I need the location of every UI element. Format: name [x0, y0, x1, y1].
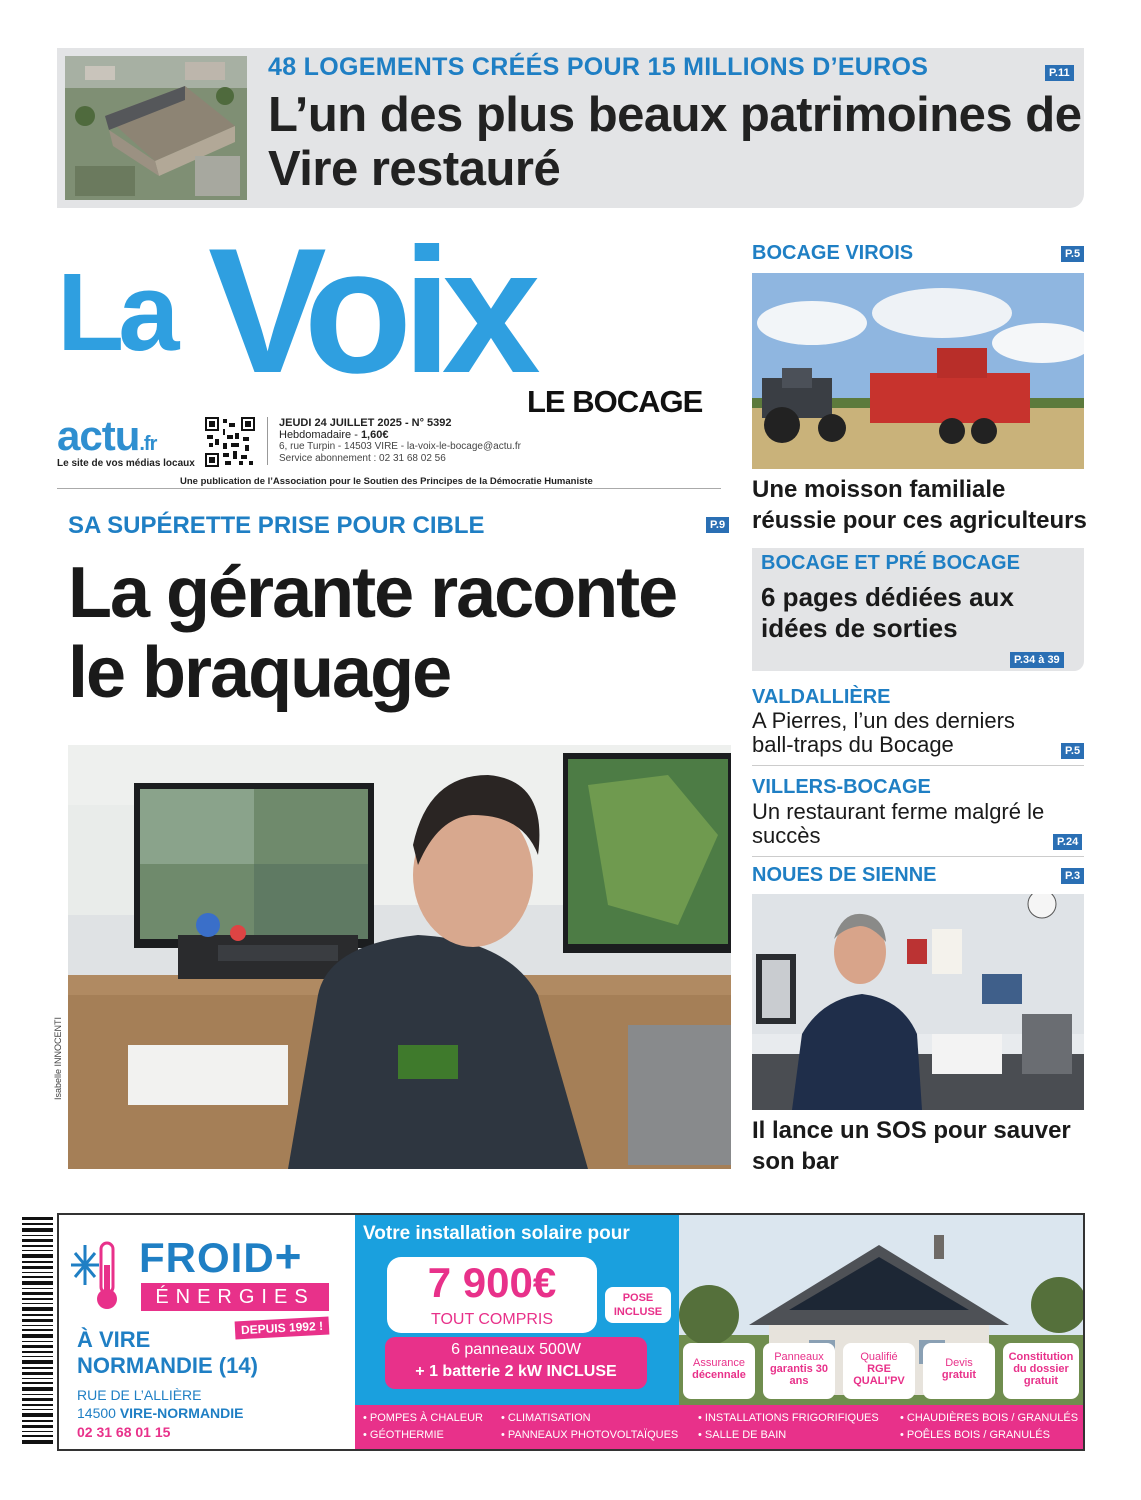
- postcode: 14500: [77, 1405, 116, 1421]
- badge-assurance: [683, 1343, 755, 1399]
- services-col2: [501, 1410, 678, 1444]
- pose: POSE: [622, 1292, 654, 1304]
- service-item: • CHAUDIÈRES BOIS / GRANULÉS: [900, 1412, 1079, 1424]
- incluse: INCLUSE: [613, 1306, 663, 1318]
- harvest-tractor-photo[interactable]: [752, 273, 1084, 469]
- edition-name: LE BOCAGE: [527, 384, 703, 419]
- badge-line1: Qualifié: [860, 1351, 898, 1363]
- address: 6, rue Turpin - 14503 VIRE - la-voix-le-bocage@actu.fr: [279, 441, 521, 452]
- bar-owner-photo[interactable]: [752, 894, 1084, 1110]
- page-badge: P.11: [1045, 65, 1074, 81]
- main-story-page-badge: P.9: [706, 517, 729, 533]
- story2-page-badge: P.34 à 39: [1010, 652, 1064, 668]
- frequency: Hebdomadaire: [279, 429, 352, 441]
- services-col3: [698, 1410, 879, 1444]
- divider: [752, 765, 1084, 766]
- service-item: • CLIMATISATION: [501, 1412, 591, 1424]
- badge-line1: Devis: [945, 1357, 973, 1369]
- city: VIRE-NORMANDIE: [119, 1405, 244, 1421]
- brand-plus: +: [274, 1230, 303, 1282]
- main-story-kicker: SA SUPÉRETTE PRISE POUR CIBLE: [68, 512, 485, 539]
- badge-line1: Panneaux: [774, 1351, 824, 1363]
- badge-line2: du dossier gratuit: [1013, 1363, 1069, 1387]
- qr-code-icon[interactable]: [205, 417, 255, 467]
- issue-info: [267, 417, 521, 465]
- solar-title: Votre installation solaire pour: [363, 1223, 630, 1244]
- badge-line2: RGE QUALI'PV: [853, 1363, 905, 1387]
- badge-line2: décennale: [692, 1369, 746, 1381]
- service-item: • POÊLES BOIS / GRANULÉS: [900, 1429, 1050, 1441]
- ad-solar-offer[interactable]: [355, 1215, 679, 1405]
- service-item: • PANNEAUX PHOTOVOLTAÏQUES: [501, 1429, 679, 1441]
- services-col1: [363, 1410, 483, 1444]
- phone[interactable]: 02 31 68 01 15: [77, 1424, 171, 1440]
- actu-fr-label: .fr: [139, 433, 157, 455]
- offer-line1: 6 panneaux 500W: [451, 1341, 581, 1358]
- store-manager-photo[interactable]: [68, 745, 731, 1169]
- issue-date-number: JEUDI 24 JUILLET 2025 - N° 5392: [279, 417, 452, 429]
- thermometer-snowflake-icon: [67, 1235, 127, 1315]
- badge-qualifie: [843, 1343, 915, 1399]
- badge-line2: garantis 30 ans: [769, 1363, 829, 1387]
- badge-line1: Assurance: [693, 1357, 745, 1369]
- price-note: TOUT COMPRIS: [430, 1311, 554, 1328]
- actu-tagline: Le site de vos médias locaux: [57, 458, 195, 469]
- story4-headline[interactable]: Un restaurant ferme malgré le succès: [752, 799, 1045, 848]
- story1-page-badge: P.5: [1061, 246, 1084, 262]
- location-line2: NORMANDIE (14): [77, 1353, 258, 1378]
- story2-headline[interactable]: 6 pages dédiées aux idées de sorties: [761, 582, 1014, 643]
- logo-voix: Voix: [208, 211, 531, 410]
- service-item: • GÉOTHERMIE: [363, 1429, 444, 1441]
- location-line1: À VIRE: [77, 1327, 151, 1352]
- badge-panneaux: [763, 1343, 835, 1399]
- services-bar: [355, 1405, 1085, 1449]
- main-story-headline[interactable]: La gérante raconte le braquage: [68, 553, 677, 713]
- badge-constitution: [1003, 1343, 1079, 1399]
- service-item: • INSTALLATIONS FRIGORIFIQUES: [698, 1412, 879, 1424]
- postcode-city: [77, 1405, 244, 1421]
- story5-page-badge: P.3: [1061, 868, 1084, 884]
- story4-kicker: VILLERS-BOCAGE: [752, 776, 931, 798]
- actu-label: actu: [57, 412, 140, 459]
- divider: [752, 856, 1084, 857]
- banner-headline[interactable]: L’un des plus beaux patrimoines de Vire restauré: [268, 88, 1082, 196]
- ad-froid-energies[interactable]: [59, 1215, 355, 1449]
- badge-row: [683, 1343, 1081, 1403]
- issue-frequency-price: Hebdomadaire - 1,60€: [279, 429, 389, 441]
- ad-house-photo-area: [679, 1215, 1085, 1405]
- badge-line2: gratuit: [941, 1369, 977, 1381]
- since-badge: DEPUIS 1992 !: [235, 1317, 330, 1340]
- price: 1,60€: [360, 429, 389, 441]
- story3-kicker: VALDALLIÈRE: [752, 686, 891, 708]
- badge-devis: [923, 1343, 995, 1399]
- street: RUE DE L’ALLIÈRE: [77, 1387, 202, 1403]
- brand-froid: [139, 1229, 303, 1283]
- brand-energies: ÉNERGIES: [141, 1283, 329, 1311]
- building-aerial-photo: [65, 56, 247, 200]
- offer-line2: + 1 batterie 2 kW INCLUSE: [415, 1363, 617, 1380]
- advertisement[interactable]: [57, 1213, 1085, 1451]
- price: 7 900€: [427, 1259, 557, 1306]
- brand-froid-text: FROID: [139, 1234, 275, 1281]
- story3-page-badge: P.5: [1061, 743, 1084, 759]
- story1-headline[interactable]: Une moisson familiale réussie pour ces agriculteurs: [752, 476, 1087, 534]
- pose-incluse-badge: [605, 1287, 671, 1323]
- badge-line1: Constitution: [1008, 1351, 1074, 1363]
- story2-kicker: BOCAGE ET PRÉ BOCAGE: [761, 552, 1020, 574]
- photo-credit: Isabelle INNOCENTI: [53, 1016, 63, 1100]
- subscription-service: Service abonnement : 02 31 68 02 56: [279, 453, 446, 464]
- service-item: • SALLE DE BAIN: [698, 1429, 787, 1441]
- services-col4: [900, 1410, 1078, 1444]
- publisher-line: Une publication de l’Association pour le Soutien des Principes de la Démocratie Humaniste: [180, 476, 593, 487]
- story3-headline[interactable]: A Pierres, l’un des derniers ball-traps du Bocage: [752, 708, 1015, 757]
- divider: [57, 488, 721, 489]
- logo-la: La: [57, 251, 174, 374]
- banner-kicker: 48 LOGEMENTS CRÉÉS POUR 15 MILLIONS D’EUROS: [268, 53, 929, 81]
- service-item: • POMPES À CHALEUR: [363, 1412, 483, 1424]
- story5-headline[interactable]: Il lance un SOS pour sauver son bar: [752, 1117, 1071, 1175]
- barcode-icon: [22, 1217, 53, 1447]
- story4-page-badge: P.24: [1053, 834, 1082, 850]
- story-kicker-bocage-virois: BOCAGE VIROIS: [752, 242, 914, 264]
- story5-kicker: NOUES DE SIENNE: [752, 864, 937, 886]
